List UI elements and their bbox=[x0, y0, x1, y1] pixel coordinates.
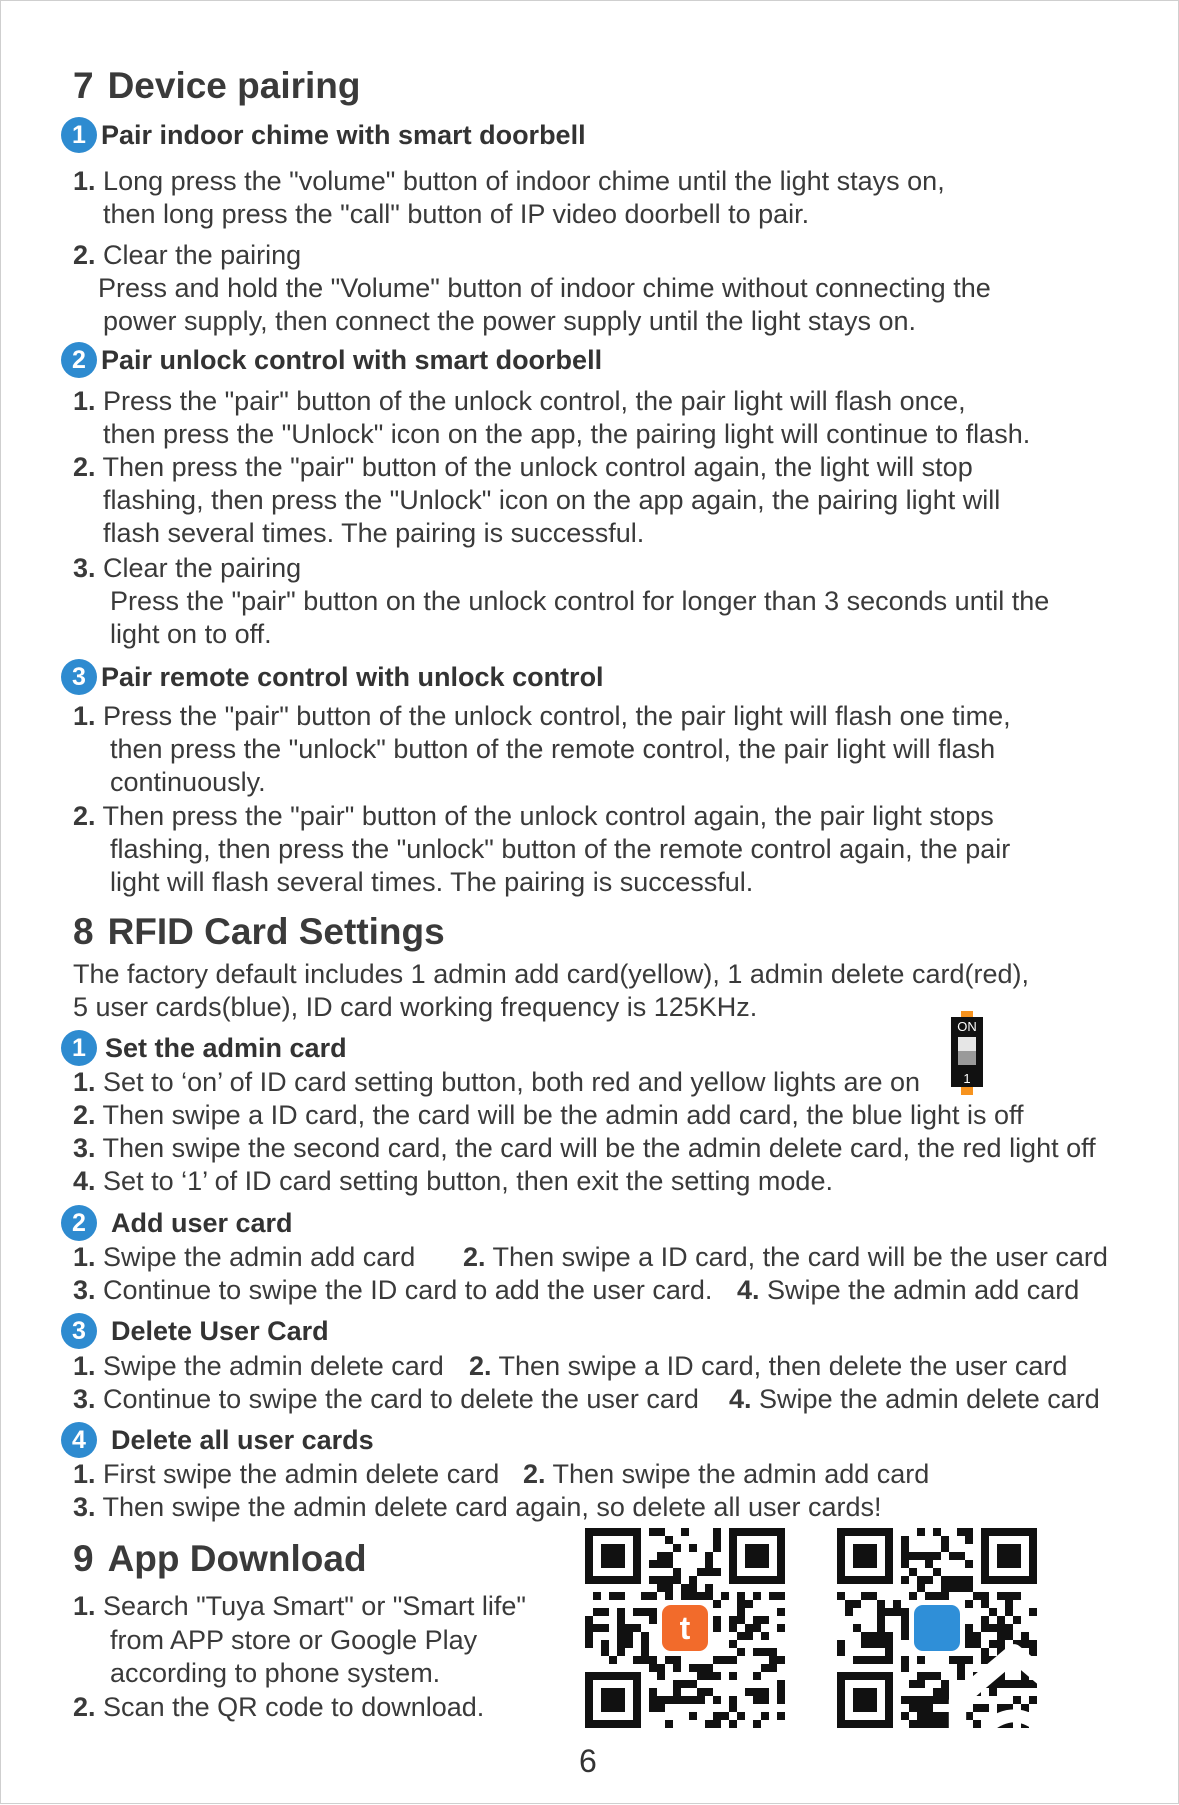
subsection-title: Pair indoor chime with smart doorbell bbox=[101, 119, 586, 150]
list-item-continued: then press the "Unlock" icon on the app, the pairing light will continue to flash. bbox=[103, 419, 1031, 449]
subsection-title: Add user card bbox=[111, 1207, 293, 1238]
list-item: 3. Clear the pairing bbox=[73, 553, 302, 583]
list-item: 3. Continue to swipe the ID card to add the user card. bbox=[73, 1275, 713, 1305]
subsection-heading bbox=[61, 659, 604, 695]
tuya-logo-icon: t bbox=[662, 1605, 708, 1651]
subsection-heading bbox=[61, 1422, 374, 1458]
intro-text: The factory default includes 1 admin add card(yellow), 1 admin delete card(red), bbox=[73, 959, 1029, 989]
subsection-title: Delete User Card bbox=[111, 1315, 329, 1346]
section-9-heading bbox=[73, 1538, 367, 1580]
list-item: 1. Press the "pair" button of the unlock control, the pair light will flash once, bbox=[73, 386, 966, 416]
list-item-continued: from APP store or Google Play bbox=[110, 1625, 478, 1655]
list-item: 1. First swipe the admin delete card bbox=[73, 1459, 500, 1489]
switch-on-label: ON bbox=[957, 1019, 977, 1034]
subsection-heading bbox=[61, 1030, 347, 1066]
list-item-continued: Press the "pair" button on the unlock control for longer than 3 seconds until the bbox=[110, 586, 1050, 616]
list-item: 1. Swipe the admin add card bbox=[73, 1242, 416, 1272]
home-icon bbox=[914, 1605, 960, 1651]
subsection-title: Pair remote control with unlock control bbox=[101, 661, 604, 692]
subsection-heading bbox=[61, 1205, 293, 1241]
list-item-continued: then press the "unlock" button of the remote control, the pair light will flash bbox=[110, 734, 996, 764]
list-item-continued: Press and hold the "Volume" button of indoor chime without connecting the bbox=[98, 273, 991, 303]
list-item: 1. Search "Tuya Smart" or "Smart life" bbox=[73, 1591, 527, 1621]
list-item-continued: flashing, then press the "Unlock" icon on the app again, the pairing light will bbox=[103, 485, 1001, 515]
list-item: 3. Then swipe the second card, the card will be the admin delete card, the red light off bbox=[73, 1133, 1096, 1163]
list-item-continued: light on to off. bbox=[110, 619, 272, 649]
tuya-qr-code bbox=[585, 1528, 785, 1728]
subsection-heading bbox=[61, 117, 586, 153]
list-item-continued: then long press the "call" button of IP video doorbell to pair. bbox=[103, 199, 810, 229]
intro-text: 5 user cards(blue), ID card working frequency is 125KHz. bbox=[73, 992, 758, 1022]
list-item: 3. Continue to swipe the card to delete the user card bbox=[73, 1384, 699, 1414]
list-item: 2. Scan the QR code to download. bbox=[73, 1692, 485, 1722]
subsection-title: Set the admin card bbox=[105, 1032, 347, 1063]
subsection-heading bbox=[61, 1313, 329, 1349]
subsection-heading bbox=[61, 342, 602, 378]
number-badge: 1 bbox=[61, 1030, 97, 1066]
section-number: 9 bbox=[73, 1538, 94, 1579]
list-item: 2. Clear the pairing bbox=[73, 240, 302, 270]
list-item-continued: according to phone system. bbox=[110, 1658, 441, 1688]
list-item: 4. Swipe the admin delete card bbox=[729, 1384, 1100, 1414]
number-badge: 3 bbox=[61, 1313, 97, 1349]
number-badge: 3 bbox=[61, 659, 97, 695]
section-title: App Download bbox=[107, 1538, 367, 1579]
number-badge: 2 bbox=[61, 1205, 97, 1241]
list-item: 1. Long press the "volume" button of indoor chime until the light stays on, bbox=[73, 166, 945, 196]
list-item: 4. Swipe the admin add card bbox=[737, 1275, 1080, 1305]
section-number: 8 bbox=[73, 911, 94, 952]
list-item: 3. Then swipe the admin delete card again, so delete all user cards! bbox=[73, 1492, 882, 1522]
section-8-heading bbox=[73, 911, 445, 953]
list-item: 1. Swipe the admin delete card bbox=[73, 1351, 444, 1381]
section-7-heading bbox=[73, 65, 361, 107]
switch-number-label: 1 bbox=[963, 1071, 971, 1086]
list-item-continued: flash several times. The pairing is successful. bbox=[103, 518, 645, 548]
list-item: 2. Then press the "pair" button of the unlock control again, the pair light stops bbox=[73, 801, 994, 831]
list-item: 2. Then swipe a ID card, the card will be the admin add card, the blue light is off bbox=[73, 1100, 1024, 1130]
section-number: 7 bbox=[73, 65, 94, 106]
dip-switch-icon bbox=[949, 1011, 985, 1095]
list-item-continued: continuously. bbox=[110, 767, 266, 797]
list-item: 4. Set to ‘1’ of ID card setting button, then exit the setting mode. bbox=[73, 1166, 833, 1196]
number-badge: 4 bbox=[61, 1422, 97, 1458]
list-item: 2. Then swipe a ID card, then delete the user card bbox=[469, 1351, 1068, 1381]
number-badge: 2 bbox=[61, 342, 97, 378]
subsection-title: Delete all user cards bbox=[111, 1424, 374, 1455]
number-badge: 1 bbox=[61, 117, 97, 153]
section-title: Device pairing bbox=[107, 65, 361, 106]
section-title: RFID Card Settings bbox=[107, 911, 445, 952]
list-item: 1. Set to ‘on’ of ID card setting button, both red and yellow lights are on bbox=[73, 1067, 921, 1097]
page-number: 6 bbox=[579, 1743, 597, 1779]
list-item-continued: power supply, then connect the power supply until the light stays on. bbox=[103, 306, 916, 336]
smart-life-qr-code bbox=[837, 1528, 1037, 1728]
list-item: 2. Then swipe the admin add card bbox=[523, 1459, 930, 1489]
list-item: 1. Press the "pair" button of the unlock control, the pair light will flash one time, bbox=[73, 701, 1011, 731]
list-item: 2. Then press the "pair" button of the unlock control again, the light will stop bbox=[73, 452, 973, 482]
subsection-title: Pair unlock control with smart doorbell bbox=[101, 344, 603, 375]
list-item-continued: light will flash several times. The pairing is successful. bbox=[110, 867, 754, 897]
list-item-continued: flashing, then press the "unlock" button of the remote control again, the pair bbox=[110, 834, 1011, 864]
list-item: 2. Then swipe a ID card, the card will be the user card bbox=[463, 1242, 1108, 1272]
